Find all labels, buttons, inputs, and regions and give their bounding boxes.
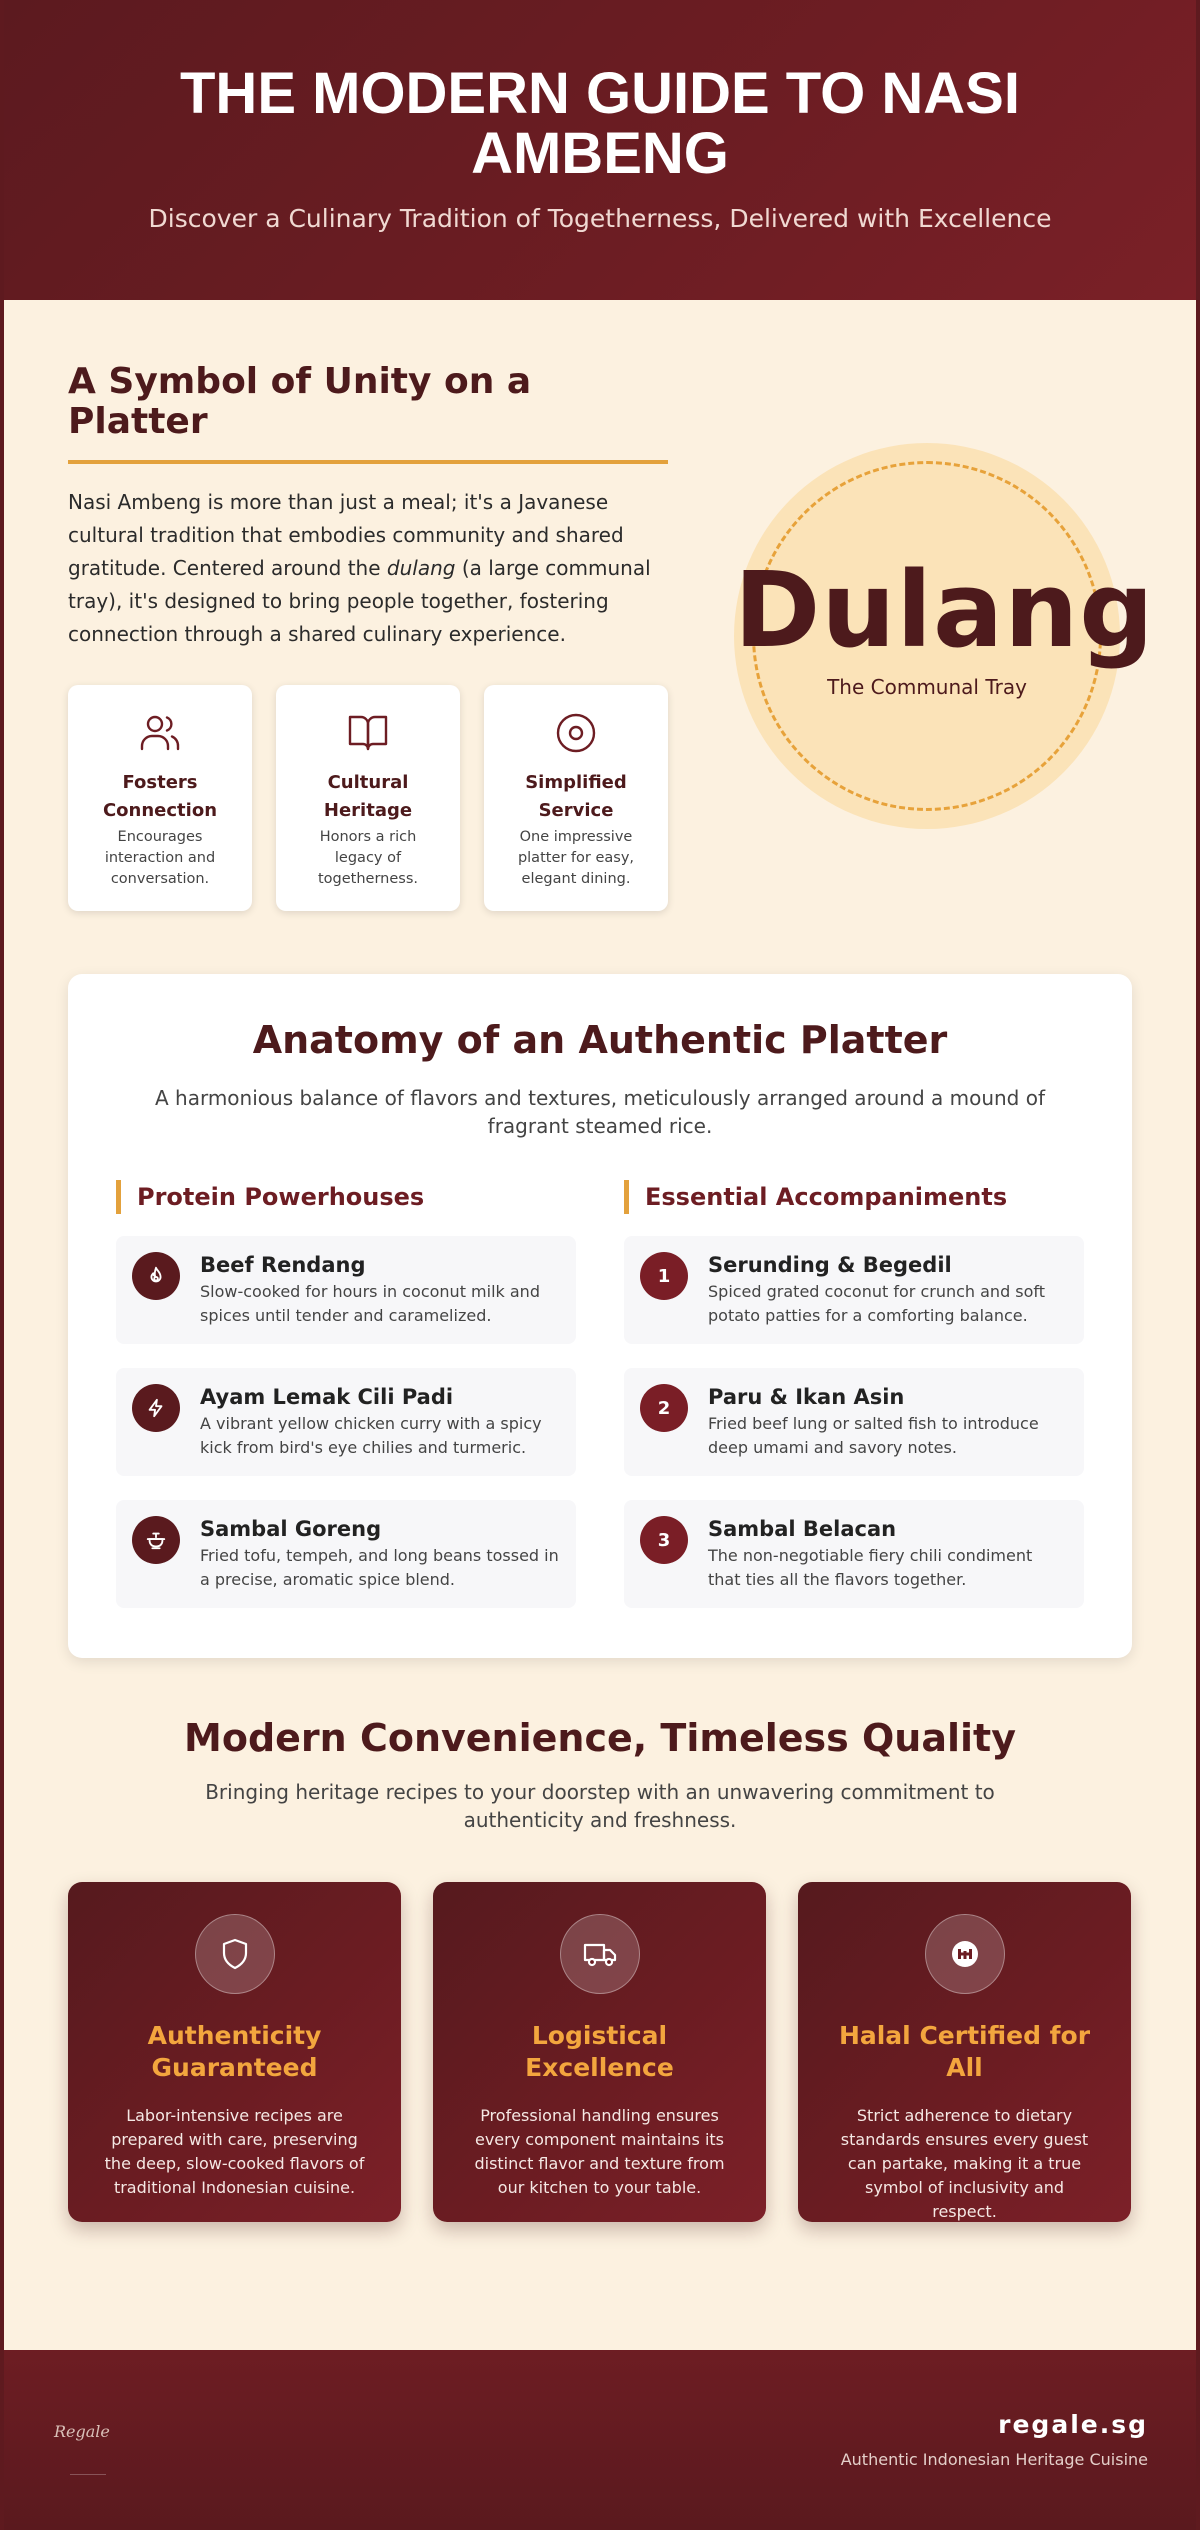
dulang-tray-graphic (734, 443, 1155, 829)
feature-card (68, 685, 252, 911)
pot-icon (132, 1516, 180, 1564)
list-item (624, 1500, 1084, 1608)
page-subtitle: Discover a Culinary Tradition of Togetherness, Delivered with Excellence (148, 204, 1052, 233)
quality-card (433, 1882, 766, 2222)
list-item (624, 1236, 1084, 1344)
convenience-heading: Modern Convenience, Timeless Quality (184, 1716, 1016, 1760)
users-icon (136, 709, 184, 757)
quality-desc: Professional handling ensures every component maintains its distinct flavor and texture from our kitchen to your table. (474, 2106, 725, 2197)
quality-title: Logistical Excellence (525, 2021, 674, 2082)
intro-paragraph (68, 486, 672, 651)
anatomy-heading: Anatomy of an Authentic Platter (252, 1018, 948, 1062)
truck-icon (560, 1914, 640, 1994)
item-desc: Fried tofu, tempeh, and long beans tossed in a precise, aromatic spice blend. (200, 1546, 559, 1589)
item-name: Paru & Ikan Asin (708, 1385, 905, 1409)
feature-title: Cultural Heritage (323, 772, 413, 821)
footer-brand[interactable]: regale.sg (998, 2410, 1148, 2439)
footer-tagline: Authentic Indonesian Heritage Cuisine (840, 2450, 1148, 2469)
intro-text-part: (a large communal tray), it's designed to bring people together, fostering connection through a shared culinary experience. (68, 556, 651, 646)
item-name: Ayam Lemak Cili Padi (200, 1385, 454, 1409)
feature-desc: Honors a rich legacy of togetherness. (317, 829, 418, 887)
protein-column (116, 1180, 576, 1632)
convenience-lead: Bringing heritage recipes to your doorstep with an unwavering commitment to authenticity and freshness. (205, 1780, 995, 1832)
tray-word: Dulang (734, 549, 1155, 671)
item-desc: The non-negotiable fiery chili condiment that ties all the flavors together. (708, 1546, 1033, 1589)
list-item (116, 1236, 576, 1344)
quality-title: Halal Certified for All (838, 2021, 1091, 2082)
item-desc: Spiced grated coconut for crunch and soft potato patties for a comforting balance. (708, 1282, 1046, 1325)
item-name: Sambal Goreng (200, 1517, 382, 1541)
anatomy-columns (116, 1180, 1084, 1632)
item-desc: Slow-cooked for hours in coconut milk and spices until tender and caramelized. (200, 1282, 540, 1325)
quality-card (798, 1882, 1131, 2222)
footer (4, 2350, 1196, 2530)
logo-underline (70, 2474, 106, 2475)
feature-title: Simplified Service (525, 772, 627, 821)
intro-text-part: Nasi Ambeng is more than just a meal; it's a Javanese cultural tradition that embodies community and shared gratitude. Centered around the (68, 490, 624, 580)
intro-text-emphasis: dulang (386, 556, 456, 580)
intro-section (4, 300, 1196, 972)
intro-content (68, 362, 672, 911)
intro-heading: A Symbol of Unity on a Platter (68, 361, 532, 442)
target-icon (552, 709, 600, 757)
quality-card (68, 1882, 401, 2222)
heading-divider (68, 460, 668, 464)
quality-desc: Strict adherence to dietary standards ensures every guest can partake, making it a true symbol of inclusivity and respect. (840, 2106, 1089, 2221)
feature-title: Fosters Connection (102, 772, 218, 821)
anatomy-card (68, 974, 1132, 1658)
quality-cards (68, 1882, 1132, 2222)
item-name: Serunding & Begedil (708, 1253, 952, 1277)
flame-icon (132, 1252, 180, 1300)
halal-icon (925, 1914, 1005, 1994)
anatomy-lead: A harmonious balance of flavors and textures, meticulously arranged around a mound of fragrant steamed rice. (154, 1086, 1046, 1138)
feature-desc: One impressive platter for easy, elegant dining. (517, 829, 635, 887)
list-item (624, 1368, 1084, 1476)
number-badge: 1 (640, 1252, 688, 1300)
item-name: Sambal Belacan (708, 1517, 897, 1541)
book-icon (344, 709, 392, 757)
protein-heading: Protein Powerhouses (116, 1180, 576, 1214)
list-item (116, 1368, 576, 1476)
list-item (116, 1500, 576, 1608)
number-badge: 3 (640, 1516, 688, 1564)
page-title: THE MODERN GUIDE TO NASI AMBENG (180, 61, 1020, 186)
quality-title: Authenticity Guaranteed (147, 2021, 322, 2082)
accompaniment-heading: Essential Accompaniments (624, 1180, 1084, 1214)
tray-caption: The Communal Tray (827, 675, 1027, 699)
item-name: Beef Rendang (200, 1253, 366, 1277)
feature-card (484, 685, 668, 911)
accompaniment-column (624, 1180, 1084, 1632)
shield-icon (195, 1914, 275, 1994)
hero-header (4, 0, 1196, 300)
item-desc: A vibrant yellow chicken curry with a spicy kick from bird's eye chilies and turmeric. (200, 1414, 542, 1457)
number-badge: 2 (640, 1384, 688, 1432)
feature-cards (68, 685, 672, 911)
quality-desc: Labor-intensive recipes are prepared with care, preserving the deep, slow-cooked flavors of traditional Indonesian cuisine. (104, 2106, 365, 2197)
item-desc: Fried beef lung or salted fish to introduce deep umami and savory notes. (708, 1414, 1039, 1457)
feature-card (276, 685, 460, 911)
feature-desc: Encourages interaction and conversation. (104, 829, 216, 887)
bolt-icon (132, 1384, 180, 1432)
footer-logo[interactable]: Regale (54, 2422, 110, 2441)
